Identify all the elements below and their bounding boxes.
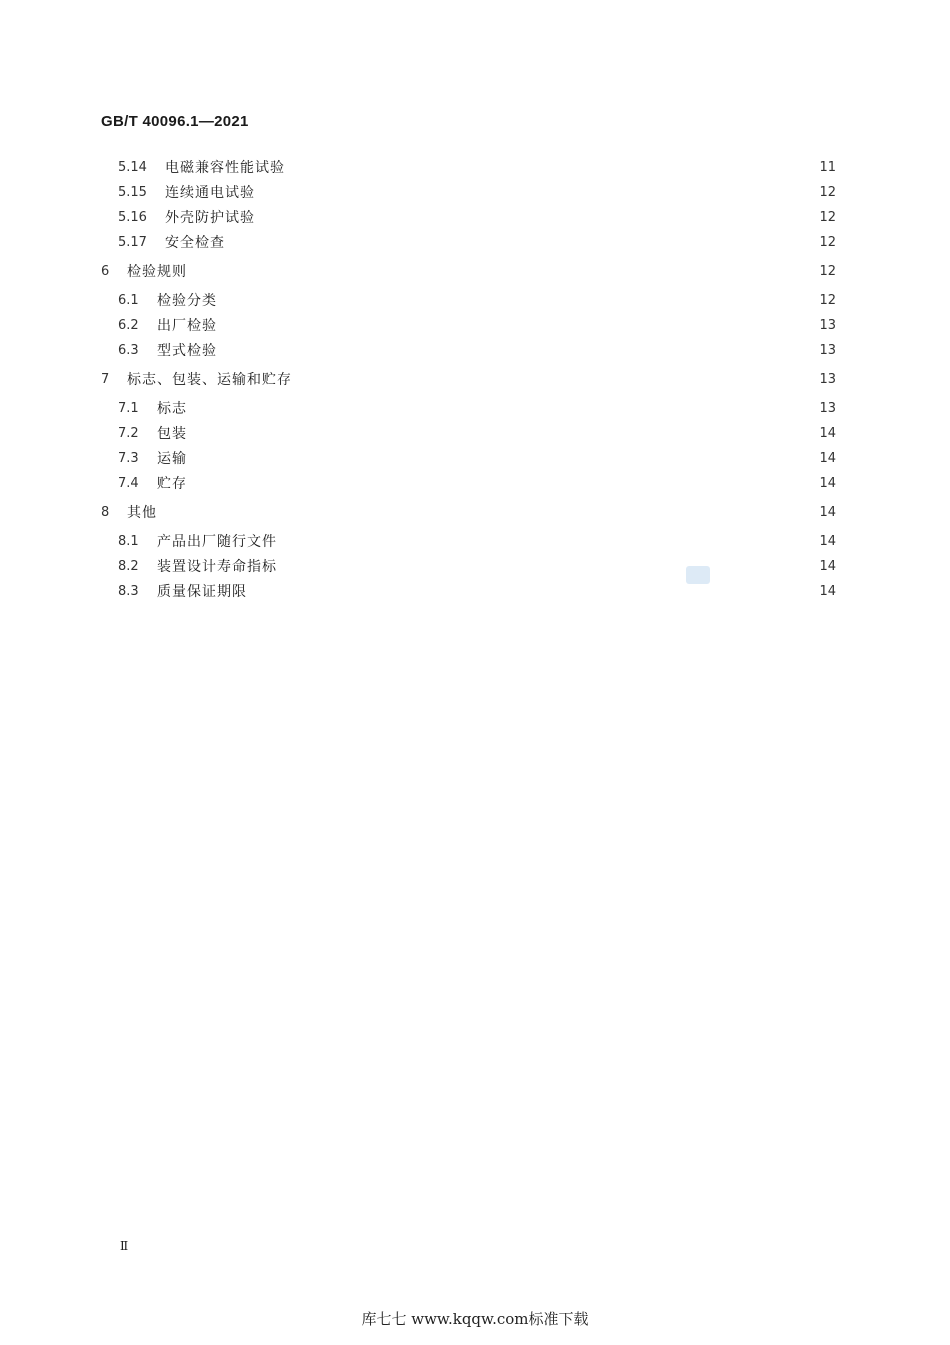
toc-entry-title: 其他: [127, 505, 157, 521]
page-number: Ⅱ: [120, 1239, 129, 1253]
dot-leader: [220, 289, 809, 311]
toc-entry[interactable]: [118, 397, 836, 419]
toc-entry-number: 8.1: [118, 533, 139, 549]
toc-entry-title: 连续通电试验: [165, 185, 255, 201]
toc-entry[interactable]: [118, 422, 836, 444]
dot-leader: [295, 368, 809, 390]
toc-entry-page: 12: [819, 292, 836, 308]
dot-leader: [280, 530, 809, 552]
toc-entry-page: 12: [819, 209, 836, 225]
toc-entry[interactable]: [118, 580, 836, 602]
toc-entry-number: 5.17: [118, 234, 147, 250]
toc-entry-number: 8.3: [118, 583, 139, 599]
toc-entry-page: 12: [819, 263, 836, 279]
toc-entry-number: 8: [101, 504, 110, 520]
toc-entry-number: 7: [101, 371, 110, 387]
toc-entry-page: 12: [819, 184, 836, 200]
toc-entry[interactable]: [118, 530, 836, 552]
toc-entry[interactable]: [118, 156, 836, 178]
dot-leader: [265, 181, 809, 203]
toc-entry[interactable]: [118, 206, 836, 228]
toc-entry[interactable]: [118, 472, 836, 494]
toc-entry-title: 安全检查: [165, 235, 225, 251]
toc-entry[interactable]: [118, 555, 836, 577]
toc-entry-page: 12: [819, 234, 836, 250]
toc-entry-number: 6.3: [118, 342, 139, 358]
toc-entry-page: 14: [819, 425, 836, 441]
toc-entry[interactable]: [118, 314, 836, 336]
dot-leader: [190, 422, 809, 444]
toc-entry-title: 包装: [157, 426, 187, 442]
toc-entry[interactable]: [118, 447, 836, 469]
toc-entry-page: 13: [819, 342, 836, 358]
toc-entry-number: 7.2: [118, 425, 139, 441]
toc-entry-number: 5.15: [118, 184, 147, 200]
dot-leader: [220, 339, 809, 361]
toc-entry-number: 8.2: [118, 558, 139, 574]
toc-entry-number: 7.4: [118, 475, 139, 491]
dot-leader: [265, 206, 809, 228]
toc-chapter[interactable]: [101, 368, 836, 390]
toc-entry-page: 14: [819, 475, 836, 491]
dot-leader: [295, 156, 809, 178]
toc-entry-number: 7.3: [118, 450, 139, 466]
standard-code: GB/T 40096.1—2021: [101, 113, 249, 130]
dot-leader: [250, 580, 809, 602]
toc-entry-title: 运输: [157, 451, 187, 467]
toc-entry-number: 6.2: [118, 317, 139, 333]
toc-entry-page: 13: [819, 400, 836, 416]
toc-entry-number: 5.16: [118, 209, 147, 225]
toc-entry-title: 外壳防护试验: [165, 210, 255, 226]
toc-entry-number: 7.1: [118, 400, 139, 416]
toc-entry-title: 型式检验: [157, 343, 217, 359]
dot-leader: [160, 501, 809, 523]
dot-leader: [190, 260, 809, 282]
dot-leader: [190, 397, 809, 419]
toc-entry-title: 标志: [157, 401, 187, 417]
toc-entry-title: 标志、包装、运输和贮存: [127, 372, 292, 388]
download-footer: 库七七 www.kqqw.com标准下载: [361, 1310, 589, 1328]
dot-leader: [220, 314, 809, 336]
dot-leader: [190, 447, 809, 469]
toc-chapter[interactable]: [101, 260, 836, 282]
toc-entry-page: 14: [819, 504, 836, 520]
toc-entry-page: 13: [819, 371, 836, 387]
toc-entry-number: 6: [101, 263, 110, 279]
toc-entry-page: 14: [819, 558, 836, 574]
toc-entry-page: 13: [819, 317, 836, 333]
toc-entry[interactable]: [118, 289, 836, 311]
toc-entry-page: 11: [819, 159, 836, 175]
toc-entry-title: 产品出厂随行文件: [157, 534, 277, 550]
toc-entry-title: 贮存: [157, 476, 187, 492]
toc-chapter[interactable]: [101, 501, 836, 523]
toc-entry-title: 检验分类: [157, 293, 217, 309]
dot-leader: [235, 231, 809, 253]
toc-entry[interactable]: [118, 181, 836, 203]
toc-entry-number: 6.1: [118, 292, 139, 308]
toc-entry-title: 质量保证期限: [157, 584, 247, 600]
toc-entry-title: 电磁兼容性能试验: [165, 160, 285, 176]
toc-entry-page: 14: [819, 583, 836, 599]
toc-entry-title: 检验规则: [127, 264, 187, 280]
dot-leader: [190, 472, 809, 494]
toc-entry[interactable]: [118, 339, 836, 361]
toc-entry-number: 5.14: [118, 159, 147, 175]
toc-entry-page: 14: [819, 450, 836, 466]
toc-entry[interactable]: [118, 231, 836, 253]
toc-entry-page: 14: [819, 533, 836, 549]
watermark-stamp-icon: [686, 566, 710, 584]
toc-entry-title: 出厂检验: [157, 318, 217, 334]
dot-leader: [280, 555, 809, 577]
toc-entry-title: 装置设计寿命指标: [157, 559, 277, 575]
